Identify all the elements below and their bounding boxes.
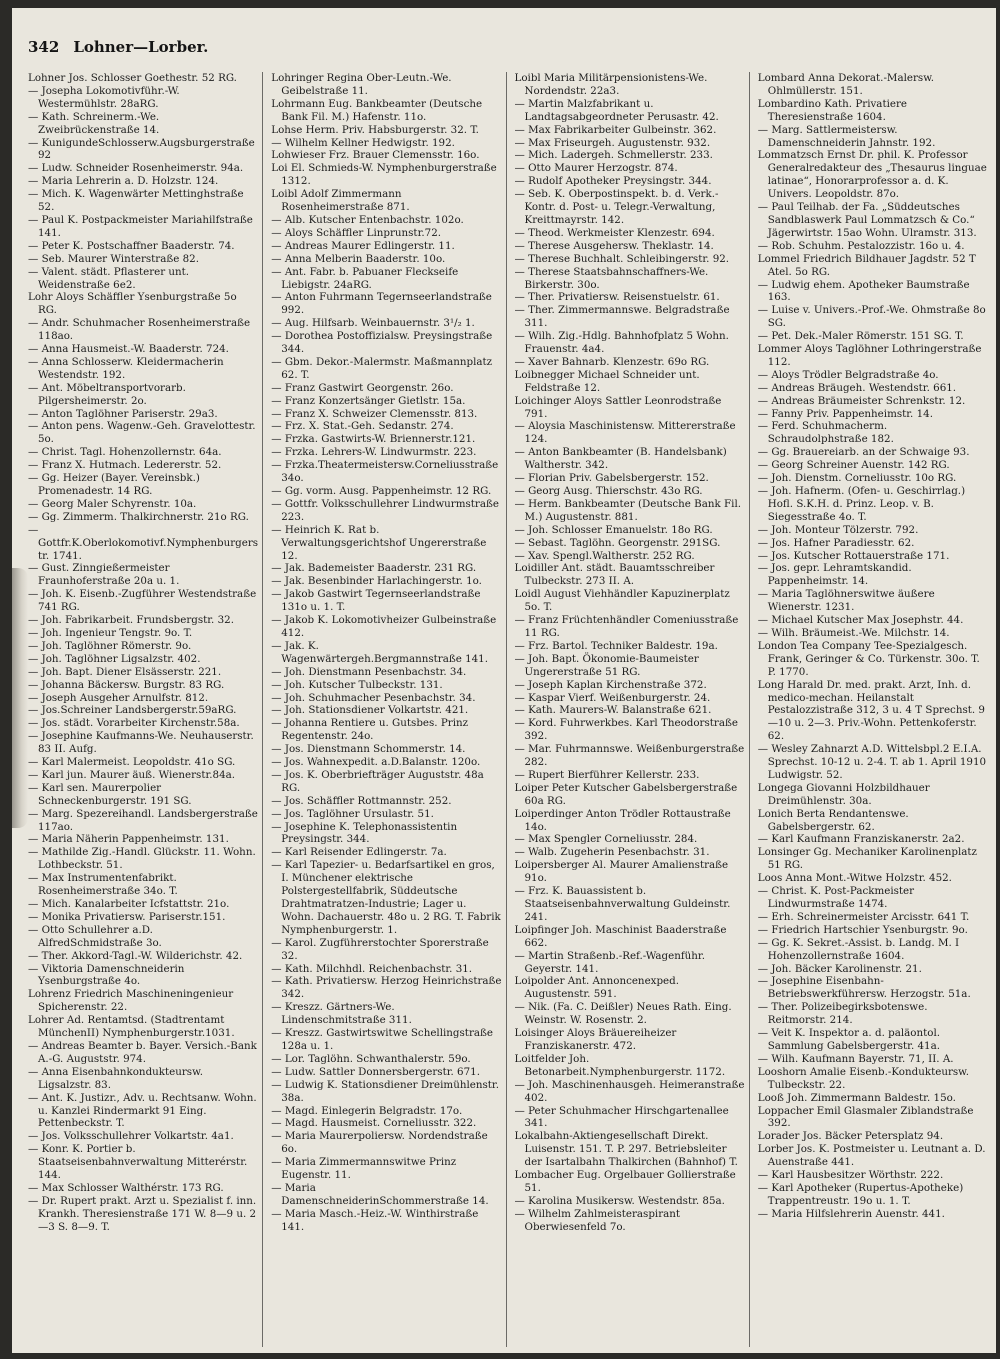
directory-entry: — Gbm. Dekor.-Malermstr. Maßmannplatz 62. T.: [271, 355, 493, 381]
directory-entry: — Ther. Akkord-Tagl.-W. Wilderichstr. 42.: [28, 949, 243, 962]
directory-entry: — Michael Kutscher Max Josephstr. 44.: [757, 614, 964, 627]
column-3: [515, 72, 750, 1347]
directory-entry: Looshorn Amalie Eisenb.-Kondukteursw. Tulbeckstr. 22.: [757, 1065, 970, 1091]
directory-entry: — Wilh. Zig.-Hdlg. Bahnhofplatz 5 Wohn. Frauenstr. 4a4.: [514, 330, 729, 356]
directory-entry: — Martin Straßenb.-Ref.-Wagenführ. Geyerstr. 141.: [514, 949, 705, 975]
directory-entry: — Ant. K. Justizr., Adv. u. Rechtsanw. Wohn. u. Kanzlei Rindermarkt 91 Eing. Pettenbeckstr. T.: [28, 1091, 257, 1130]
directory-entry: — Karolina Musikersw. Westendstr. 85a.: [514, 1194, 725, 1207]
directory-entry: — Joh. Schlosser Emanuelstr. 18o RG.: [514, 523, 713, 536]
directory-entry: — Joh. Hafnerm. (Ofen- u. Geschirrlag.) Hofl. S.K.H. d. Prinz. Leop. v. B. Siegesstraße 4o. T.: [757, 485, 966, 523]
directory-entry: — Max Instrumentenfabrikt. Rosenheimerstraße 34o. T.: [28, 872, 178, 898]
directory-entry: — Gg. Heizer (Bayer. Vereinsbk.) Promenadestr. 14 RG.: [28, 472, 200, 497]
directory-entry: — Karol. Zugführerstochter Sporerstraße 32.: [271, 936, 489, 962]
columns: [28, 72, 992, 1347]
directory-entry: — Mich. Ladergeh. Schmellerstr. 233.: [514, 149, 713, 162]
directory-entry: — Ther. Privatiersw. Reisenstuelstr. 61.: [514, 291, 720, 304]
directory-entry: — Marg. Spezereihandl. Landsbergerstraße 117ao.: [28, 807, 258, 833]
directory-entry: — Joh. Schuhmacher Pesenbachstr. 34.: [271, 691, 476, 704]
directory-entry: Lohwieser Frz. Brauer Clemensstr. 16o.: [271, 149, 480, 162]
directory-entry: Loitfelder Joh. Betonarbeit.Nymphenburgerstr. 1172.: [514, 1052, 726, 1078]
directory-entry: — Kreszz. Gastwirtswitwe Schellingstraße 128a u. 1.: [271, 1027, 493, 1052]
directory-entry: — Frz. X. Stat.-Geh. Sedanstr. 274.: [271, 420, 454, 433]
directory-entry: — Ludw. Sattler Donnersbergerstr. 671.: [271, 1065, 480, 1078]
directory-entry: Loibnegger Michael Schneider unt. Feldstraße 12.: [514, 368, 700, 394]
directory-entry: Lombard Anna Dekorat.-Malersw. Ohlmüllerstr. 151.: [757, 72, 935, 97]
directory-entry: — Kath. Privatiersw. Herzog Heinrichstraße 342.: [271, 975, 502, 1001]
directory-entry: — Gg. Zimmerm. Thalkirchnerstr. 21o RG.: [28, 510, 249, 523]
directory-entry: — Wilhelm Zahlmeisteraspirant Oberwiesenfeld 7o.: [514, 1207, 681, 1233]
directory-entry: Loichinger Aloys Sattler Leonrodstraße 791.: [514, 394, 722, 420]
directory-entry: — Magd. Einlegerin Belgradstr. 17o.: [271, 1104, 463, 1117]
directory-entry: Loiper Peter Kutscher Gabelsbergerstraße 60a RG.: [514, 781, 738, 807]
directory-entry: Loidiller Ant. städt. Bauamtsschreiber Tulbeckstr. 273 II. A.: [514, 562, 715, 588]
directory-entry: — Heinrich K. Rat b. Verwaltungsgerichtshof Ungererstraße 12.: [271, 523, 487, 562]
directory-entry: — Dorothea Postoffizialsw. Preysingstraße 344.: [271, 330, 493, 356]
directory-entry: — Gg. K. Sekret.-Assist. b. Landg. M. I Hohenzollernstraße 1604.: [757, 936, 960, 962]
directory-entry: Lommer Aloys Taglöhner Lothringerstraße 112.: [757, 343, 982, 368]
directory-entry: — Kreszz. Gärtners-We. Lindenschmitstraße 311.: [271, 1001, 412, 1027]
directory-entry: — Franz X. Hutmach. Ledererstr. 52.: [28, 459, 222, 472]
directory-entry: Loipfinger Joh. Maschinist Baaderstraße 662.: [514, 923, 727, 949]
directory-entry: — Konr. K. Portier b. Staatseisenbahnverwaltung Mitterérstr. 144.: [28, 1143, 248, 1182]
directory-entry: — Ferd. Schuhmacherm. Schraudolphstraße 182.: [757, 420, 894, 446]
directory-entry: — Karl Kaufmann Franziskanerstr. 2a2.: [757, 833, 965, 846]
directory-entry: — Anton Fuhrmann Tegernseerlandstraße 992.: [271, 291, 492, 317]
directory-entry: — Aloysia Maschinistensw. Mittererstraße 124.: [514, 420, 736, 446]
directory-entry: — Erh. Schreinermeister Arcisstr. 641 T.: [757, 910, 970, 923]
directory-entry: — Karl sen. Maurerpolier Schneckenburgerstr. 191 SG.: [28, 781, 192, 807]
directory-entry: — Maria Taglöhnerswitwe äußere Wienerstr. 1231.: [757, 588, 935, 614]
directory-entry: — Wilh. Bräumeist.-We. Milchstr. 14.: [757, 626, 950, 639]
directory-entry: — Wilhelm Kellner Hedwigstr. 192.: [271, 136, 455, 149]
directory-entry: — Maria DamenschneiderinSchommerstraße 14.: [271, 1181, 489, 1207]
directory-entry: — Gg. vorm. Ausg. Pappenheimstr. 12 RG.: [271, 485, 492, 497]
directory-entry: Lokalbahn-Aktiengesellschaft Direkt. Luisenstr. 151. T. P. 297. Betriebsleiter der Isartalbahn Thalkirchen (Bahnhof) T.: [514, 1130, 738, 1169]
directory-entry: — Jos. gepr. Lehramtskandid. Pappenheimstr. 14.: [757, 562, 912, 588]
directory-entry: — Andreas Bräumeister Schrenkstr. 12.: [757, 394, 966, 407]
directory-entry: — Martin Malzfabrikant u. Landtagsabgeordneter Perusastr. 42.: [514, 97, 719, 123]
directory-entry: — Jos. Volksschullehrer Volkartstr. 4a1.: [28, 1130, 234, 1143]
directory-entry: Lonsinger Gg. Mechaniker Karolinenplatz 51 RG.: [757, 846, 977, 872]
directory-entry: — Max Schlosser Walthérstr. 173 RG.: [28, 1181, 224, 1194]
directory-entry: — Franz Konzertsänger Gietlstr. 15a.: [271, 394, 466, 407]
directory-entry: — Jos. städt. Vorarbeiter Kirchenstr.58a.: [28, 717, 240, 730]
directory-entry: Loipersberger Al. Maurer Amalienstraße 91o.: [514, 859, 729, 885]
directory-entry: — Joseph Kaplan Kirchenstraße 372.: [514, 678, 707, 691]
directory-entry: — Jos. Wahnexpedit. a.D.Balanstr. 120o.: [271, 756, 481, 769]
page-header: [28, 38, 208, 66]
directory-entry: — Frzka. Lehrers-W. Lindwurmstr. 223.: [271, 446, 477, 459]
directory-entry: — Pet. Dek.-Maler Römerstr. 151 SG. T.: [757, 330, 964, 343]
directory-entry: — Ant. Fabr. b. Pabuaner Fleckseife Liebigstr. 24aRG.: [271, 265, 459, 291]
directory-entry: — Georg Ausg. Thierschstr. 43o RG.: [514, 485, 703, 497]
directory-entry: — Wilh. Kaufmann Bayerstr. 71, II. A.: [757, 1052, 954, 1065]
directory-entry: — Valent. städt. Pflasterer unt. Weidenstraße 6e2.: [28, 265, 190, 291]
directory-entry: — Herm. Bankbeamter (Deutsche Bank Fil. M.) Augustenstr. 881.: [514, 497, 742, 523]
directory-entry: — Georg Schreiner Auenstr. 142 RG.: [757, 459, 950, 472]
column-4: [758, 72, 992, 1347]
page-number: 342: [28, 38, 60, 56]
directory-entry: — Max Spengler Corneliusstr. 284.: [514, 833, 698, 846]
directory-entry: London Tea Company Tee-Spezialgesch. Frank, Geringer & Co. Türkenstr. 30o. T. P. 1770.: [757, 639, 980, 678]
directory-entry: — Max Fabrikarbeiter Gulbeinstr. 362.: [514, 123, 717, 136]
directory-entry: — Aug. Hilfsarb. Weinbauernstr. 3¹/₂ 1.: [271, 317, 475, 330]
directory-entry: — Peter K. Postschaffner Baaderstr. 74.: [28, 239, 235, 252]
directory-entry: — Kath. Milchhdl. Reichenbachstr. 31.: [271, 962, 473, 975]
directory-entry: — Max Friseurgeh. Augustenstr. 932.: [514, 136, 711, 149]
directory-entry: — Jos. K. Oberbriefträger Auguststr. 48a RG.: [271, 768, 484, 794]
directory-entry: — Anna Hausmeist.-W. Baaderstr. 724.: [28, 343, 229, 356]
directory-entry: Loi El. Schmieds-W. Nymphenburgerstraße 1312.: [271, 162, 497, 188]
directory-entry: — Ant. Möbeltransportvorarb. Pilgersheimerstr. 2o.: [28, 381, 186, 407]
directory-entry: — Franz Früchtenhändler Comeniusstraße 11 RG.: [514, 614, 739, 639]
directory-entry: — Paul Teilhab. der Fa. „Süddeutsches Sandblaswerk Paul Lommatzsch & Co.“ Jägerwirtstr. 15ao Wohn. Ulramstr. 313.: [757, 201, 977, 239]
directory-entry: — Christ. K. Post-Packmeister Lindwurmstraße 1474.: [757, 885, 915, 910]
directory-entry: — Gust. Zinngießermeister Fraunhoferstraße 20a u. 1.: [28, 562, 180, 588]
directory-entry: — Frzka.Theatermeistersw.Corneliusstraße 34o.: [271, 459, 499, 485]
directory-entry: Lorber Jos. K. Postmeister u. Leutnant a. D. Auenstraße 441.: [757, 1143, 986, 1169]
directory-entry: — Mar. Fuhrmannswe. Weißenburgerstraße 282.: [514, 743, 745, 769]
directory-entry: — Joh. Dienstmann Pesenbachstr. 34.: [271, 665, 467, 678]
directory-entry: — Theod. Werkmeister Klenzestr. 694.: [514, 226, 715, 239]
directory-entry: — Andreas Maurer Edlingerstr. 11.: [271, 239, 455, 252]
directory-entry: — Maria Maurerpoliersw. Nordendstraße 6o.: [271, 1130, 488, 1156]
directory-entry: — Joh. Bapt. Diener Elsässerstr. 221.: [28, 665, 222, 678]
directory-entry: — Frzka. Gastwirts-W. Briennerstr.121.: [271, 433, 476, 446]
directory-entry: — Seb. K. Oberpostinspekt. b. d. Verk.-Kontr. d. Post- u. Telegr.-Verwaltung, Kreittmayrstr. 142.: [514, 188, 719, 226]
directory-entry: — Andr. Schuhmacher Rosenheimerstraße 118ao.: [28, 317, 251, 343]
directory-entry: — Maria Lehrerin a. D. Holzstr. 124.: [28, 175, 219, 188]
directory-entry: Lohr Aloys Schäffler Ysenburgstraße 5o RG.: [28, 291, 237, 317]
directory-entry: — Josephine Eisenbahn-Betriebswerkführersw. Herzogstr. 51a.: [757, 975, 971, 1001]
directory-entry: — Xav. Spengl.Waltherstr. 252 RG.: [514, 549, 695, 562]
directory-entry: Loisinger Aloys Bräuereiheizer Franziskanerstr. 472.: [514, 1027, 677, 1052]
directory-entry: — Joh. Monteur Tölzerstr. 792.: [757, 523, 919, 536]
directory-entry: — Jos. Kutscher Rottauerstraße 171.: [757, 549, 950, 562]
directory-entry: — Kath. Maurers-W. Balanstraße 621.: [514, 704, 712, 717]
directory-entry: — Maria Zimmermannswitwe Prinz Eugenstr. 11.: [271, 1156, 457, 1182]
directory-entry: — Marg. Sattlermeistersw. Damenschneiderin Jahnstr. 192.: [757, 123, 936, 149]
directory-entry: Lohrenz Friedrich Maschineningenieur Spicherenstr. 22.: [28, 988, 234, 1014]
directory-entry: — Josepha Lokomotivführ.-W. Westermühlstr. 28aRG.: [28, 84, 180, 110]
directory-entry: — Karl jun. Maurer äuß. Wienerstr.84a.: [28, 768, 236, 781]
directory-entry: — Jos. Hafner Paradiesstr. 62.: [757, 536, 915, 549]
directory-entry: — Paul K. Postpackmeister Mariahilfstraße 141.: [28, 213, 253, 239]
directory-entry: — Jak. K. Wagenwärtergeh.Bergmannstraße 141.: [271, 639, 489, 665]
directory-entry: — Franz Gastwirt Georgenstr. 26o.: [271, 381, 454, 394]
directory-entry: Lommatzsch Ernst Dr. phil. K. Professor Generalredakteur des „Thesaurus linguae latinae“, Honorarprofessor a. d. K. Univers. Leopoldstr. 87o.: [757, 149, 987, 201]
directory-entry: — Luise v. Univers.-Prof.-We. Ohmstraße 8o SG.: [757, 304, 986, 330]
directory-entry: Long Harald Dr. med. prakt. Arzt, Inh. d. medico-mechan. Heilanstalt Pestalozzistraße 312, 3 u. 4 T Sprechst. 9—10 u. 2—3. Priv.-Wohn. Pettenkoferstr. 62.: [757, 678, 985, 743]
directory-entry: — Ther. Polizeibegirksbotenswe. Reitmorstr. 214.: [757, 1001, 928, 1027]
directory-entry: Loipolder Ant. Annoncenexped. Augustenstr. 591.: [514, 975, 680, 1001]
directory-entry: — Joh. Bäcker Karolinenstr. 21.: [757, 962, 922, 975]
directory-entry: — Joh. Dienstm. Corneliusstr. 10o RG.: [757, 472, 957, 485]
directory-entry: — Florian Priv. Gabelsbergerstr. 152.: [514, 472, 709, 485]
directory-entry: — Kord. Fuhrwerkbes. Karl Theodorstraße 392.: [514, 717, 738, 743]
directory-entry: — Xaver Bahnarb. Klenzestr. 69o RG.: [514, 355, 710, 368]
directory-entry: — Ludwig K. Stationsdiener Dreimühlenstr. 38a.: [271, 1078, 499, 1104]
directory-entry: — Nik. (Fa. C. Deißler) Neues Rath. Eing. Weinstr. W. Rosenstr. 2.: [514, 1001, 732, 1027]
directory-entry: — Jak. Besenbinder Harlachingerstr. 1o.: [271, 575, 482, 588]
directory-entry: Loos Anna Mont.-Witwe Holzstr. 452.: [757, 872, 952, 885]
directory-entry: Longega Giovanni Holzbildhauer Dreimühlenstr. 30a.: [757, 781, 930, 807]
directory-entry: — Johanna Rentiere u. Gutsbes. Prinz Regentenstr. 24o.: [271, 717, 469, 743]
directory-entry: — Otto Maurer Herzogstr. 874.: [514, 162, 678, 175]
directory-entry: — Aloys Schäffler Linprunstr.72.: [271, 226, 442, 239]
directory-entry: Looß Joh. Zimmermann Baldestr. 15o.: [757, 1091, 956, 1104]
directory-entry: — Seb. Maurer Winterstraße 82.: [28, 252, 199, 265]
directory-entry: — Karl Reisender Edlingerstr. 7a.: [271, 846, 447, 859]
directory-entry: — Christ. Tagl. Hohenzollernstr. 64a.: [28, 446, 222, 459]
directory-entry: — Therese Buchhalt. Schleibingerstr. 92.: [514, 252, 730, 265]
directory-entry: — Rupert Bierführer Kellerstr. 233.: [514, 768, 700, 781]
column-1: [28, 72, 263, 1347]
page-binding-edge: [12, 568, 28, 828]
directory-entry: — Maria Masch.-Heiz.-W. Winthirstraße 141.: [271, 1207, 479, 1233]
directory-entry: — Kath. Schreinerm.-We. Zweibrückenstraße 14.: [28, 110, 160, 136]
directory-entry: — Gottfr. Volksschullehrer Lindwurmstraße 223.: [271, 497, 499, 523]
directory-entry: — Gottfr.K.Oberlokomotivf.Nymphenburgerstr. 1741.: [28, 523, 259, 562]
directory-entry: — Maria Hilfslehrerin Auenstr. 441.: [757, 1207, 945, 1220]
directory-entry: — Peter Schuhmacher Hirschgartenallee 341.: [514, 1104, 729, 1130]
directory-entry: — Jakob Gastwirt Tegernseerlandstraße 131o u. 1. T.: [271, 588, 481, 614]
directory-entry: — Walb. Zugeherin Pesenbachstr. 31.: [514, 846, 710, 859]
directory-entry: — Sebast. Taglöhn. Georgenstr. 291SG.: [514, 536, 721, 549]
directory-entry: — Karl Tapezier- u. Bedarfsartikel en gros, I. Münchener elektrische Polstergestellfabrik, Süddeutsche Drahtmatratzen-Industrie; Lager u. Wohn. Dachauerstr. 48o u. 2 RG. T. Fabrik Nymphenburgerstr. 1.: [271, 859, 501, 936]
directory-entry: — Therese Staatsbahnschaffners-We. Birkerstr. 30o.: [514, 265, 709, 291]
directory-entry: — Joh. Taglöhner Ligsalzstr. 402.: [28, 652, 201, 665]
directory-entry: — Monika Privatiersw. Pariserstr.151.: [28, 910, 226, 923]
directory-entry: — Jos.Schreiner Landsbergerstr.59aRG.: [28, 704, 237, 717]
directory-entry: — Friedrich Hartschier Ysenburgstr. 9o.: [757, 923, 968, 936]
directory-entry: Lohringer Regina Ober-Leutn.-We. Geibelstraße 11.: [271, 72, 452, 97]
directory-entry: — Joh. Fabrikarbeit. Frundsbergstr. 32.: [28, 614, 234, 627]
directory-entry: — Maria Näherin Pappenheimstr. 131.: [28, 833, 229, 846]
directory-entry: — Joh. Maschinenhausgeh. Heimeranstraße 402.: [514, 1078, 745, 1104]
directory-entry: — Georg Maler Schyrenstr. 10a.: [28, 497, 197, 510]
directory-entry: — Jak. Bademeister Baaderstr. 231 RG.: [271, 562, 477, 575]
directory-entry: — Joh. K. Eisenb.-Zugführer Westendstraße 741 RG.: [28, 588, 257, 614]
directory-entry: — Mich. K. Wagenwärter Mettinghstraße 52.: [28, 188, 244, 214]
directory-entry: Lombacher Eug. Orgelbauer Gollierstraße 51.: [514, 1169, 736, 1194]
directory-entry: — Anton pens. Wagenw.-Geh. Gravelottestr. 5o.: [28, 420, 256, 446]
directory-entry: — Joh. Taglöhner Römerstr. 9o.: [28, 639, 192, 652]
directory-entry: — Joseph Ausgeher Arnulfstr. 812.: [28, 691, 209, 704]
directory-entry: — Karl Apotheker (Rupertus-Apotheke) Trappentreustr. 19o u. 1. T.: [757, 1181, 964, 1207]
directory-entry: — Veit K. Inspektor a. d. paläontol. Sammlung Gabelsbergerstr. 41a.: [757, 1027, 941, 1052]
directory-entry: — Karl Malermeist. Leopoldstr. 41o SG.: [28, 756, 236, 769]
directory-entry: — Therese Ausgehersw. Theklastr. 14.: [514, 239, 714, 252]
directory-entry: — Aloys Trödler Belgradstraße 4o.: [757, 368, 939, 381]
directory-entry: — Anna Schlosserw. Kleidermacherin Westendstr. 192.: [28, 355, 224, 381]
directory-entry: — Viktoria Damenschneiderin Ysenburgstraße 4o.: [28, 962, 185, 988]
directory-entry: — Rob. Schuhm. Pestalozzistr. 16o u. 4.: [757, 239, 965, 252]
directory-entry: — Andreas Bräugeh. Westendstr. 661.: [757, 381, 957, 394]
column-2: [271, 72, 506, 1347]
directory-entry: — Anton Taglöhner Pariserstr. 29a3.: [28, 407, 218, 420]
directory-entry: — Mich. Kanalarbeiter Icfstattstr. 21o.: [28, 898, 230, 910]
directory-entry: Lommel Friedrich Bildhauer Jagdstr. 52 T Atel. 5o RG.: [757, 252, 976, 278]
directory-entry: — Ludw. Schneider Rosenheimerstr. 94a.: [28, 162, 244, 175]
directory-entry: — Otto Schullehrer a.D. AlfredSchmidstraße 3o.: [28, 923, 162, 949]
directory-entry: — Johanna Bäckersw. Burgstr. 83 RG.: [28, 678, 225, 691]
directory-entry: Lohner Jos. Schlosser Goethestr. 52 RG.: [28, 72, 237, 84]
directory-entry: — Karl Hausbesitzer Wörthstr. 222.: [757, 1169, 944, 1182]
directory-entry: — Mathilde Zig.-Handl. Glückstr. 11. Wohn. Lothbeckstr. 51.: [28, 846, 256, 872]
directory-entry: Lorader Jos. Bäcker Petersplatz 94.: [757, 1130, 944, 1143]
directory-entry: — Kaspar Vierf. Weißenburgerstr. 24.: [514, 691, 711, 704]
directory-entry: — KunigundeSchlosserw.Augsburgerstraße 92: [28, 136, 255, 162]
directory-entry: — Anna Melberin Baaderstr. 10o.: [271, 252, 446, 265]
directory-entry: — Joh. Bapt. Ökonomie-Baumeister Ungererstraße 51 RG.: [514, 652, 699, 678]
directory-entry: Lohse Herm. Priv. Habsburgerstr. 32. T.: [271, 123, 479, 136]
directory-entry: — Wesley Zahnarzt A.D. Wittelsbpl.2 E.I.A. Sprechst. 10-12 u. 2-4. T. ab 1. April 1910 Ludwigstr. 52.: [757, 743, 987, 781]
directory-entry: — Joh. Ingenieur Tengstr. 9o. T.: [28, 626, 193, 639]
directory-entry: Loppacher Emil Glasmaler Ziblandstraße 392.: [757, 1104, 974, 1130]
directory-entry: — Anna Eisenbahnkondukteursw. Ligsalzstr. 83.: [28, 1065, 203, 1091]
directory-entry: — Fanny Priv. Pappenheimstr. 14.: [757, 407, 933, 420]
directory-entry: Lonich Berta Rendantenswe. Gabelsbergerstr. 62.: [757, 807, 909, 833]
directory-entry: Loiperdinger Anton Trödler Rottaustraße 14o.: [514, 807, 731, 833]
directory-entry: — Franz X. Schweizer Clemensstr. 813.: [271, 407, 478, 420]
directory-entry: — Joh. Kutscher Tulbeckstr. 131.: [271, 678, 443, 691]
directory-entry: — Gg. Brauereiarb. an der Schwaige 93.: [757, 446, 970, 459]
directory-entry: — Andreas Beamter b. Bayer. Versich.-Bank A.-G. Auguststr. 974.: [28, 1039, 257, 1065]
directory-entry: — Josephine Kaufmanns-We. Neuhauserstr. 83 II. Aufg.: [28, 730, 254, 756]
directory-entry: — Frz. K. Bauassistent b. Staatseisenbahnverwaltung Guldeinstr. 241.: [514, 885, 731, 923]
directory-entry: — Ludwig ehem. Apotheker Baumstraße 163.: [757, 278, 970, 304]
directory-entry: — Frz. Bartol. Techniker Baldestr. 19a.: [514, 639, 718, 652]
directory-entry: Loibl Maria Militärpensionistens-We. Nordendstr. 22a3.: [514, 72, 708, 97]
directory-entry: — Magd. Hausmeist. Corneliusstr. 322.: [271, 1117, 477, 1130]
directory-entry: Lombardino Kath. Privatiere Theresienstraße 1604.: [757, 97, 907, 123]
directory-entry: — Josephine K. Telephonassistentin Preysingstr. 344.: [271, 820, 458, 846]
directory-entry: — Joh. Stationsdiener Volkartstr. 421.: [271, 704, 469, 717]
directory-entry: Lohrer Ad. Rentamtsd. (Stadtrentamt MünchenII) Nymphenburgerstr.1031.: [28, 1014, 235, 1040]
directory-entry: Lohrmann Eug. Bankbeamter (Deutsche Bank Fil. M.) Hafenstr. 11o.: [271, 97, 483, 123]
directory-entry: — Ther. Zimmermannswe. Belgradstraße 311.: [514, 304, 730, 330]
directory-entry: — Dr. Rupert prakt. Arzt u. Spezialist f. inn. Krankh. Theresienstraße 171 W. 8—9 u. 2—3 S. 8—9. T.: [28, 1194, 257, 1233]
directory-entry: — Jos. Taglöhner Ursulastr. 51.: [271, 807, 434, 820]
directory-entry: — Jakob K. Lokomotivheizer Gulbeinstraße 412.: [271, 614, 497, 639]
directory-entry: Loidl August Viehhändler Kapuzinerplatz 5o. T.: [514, 588, 730, 614]
directory-entry: — Jos. Schäffler Rottmannstr. 252.: [271, 794, 452, 807]
directory-entry: Loibl Adolf Zimmermann Rosenheimerstraße 871.: [271, 188, 410, 214]
running-head: Lohner—Lorber.: [73, 38, 209, 56]
directory-entry: — Jos. Dienstmann Schommerstr. 14.: [271, 743, 466, 756]
directory-entry: — Alb. Kutscher Entenbachstr. 102o.: [271, 213, 464, 226]
directory-entry: — Lor. Taglöhn. Schwanthalerstr. 59o.: [271, 1052, 471, 1065]
directory-page: [12, 8, 996, 1353]
directory-entry: — Rudolf Apotheker Preysingstr. 344.: [514, 175, 712, 188]
directory-entry: — Anton Bankbeamter (B. Handelsbank) Waltherstr. 342.: [514, 446, 727, 472]
